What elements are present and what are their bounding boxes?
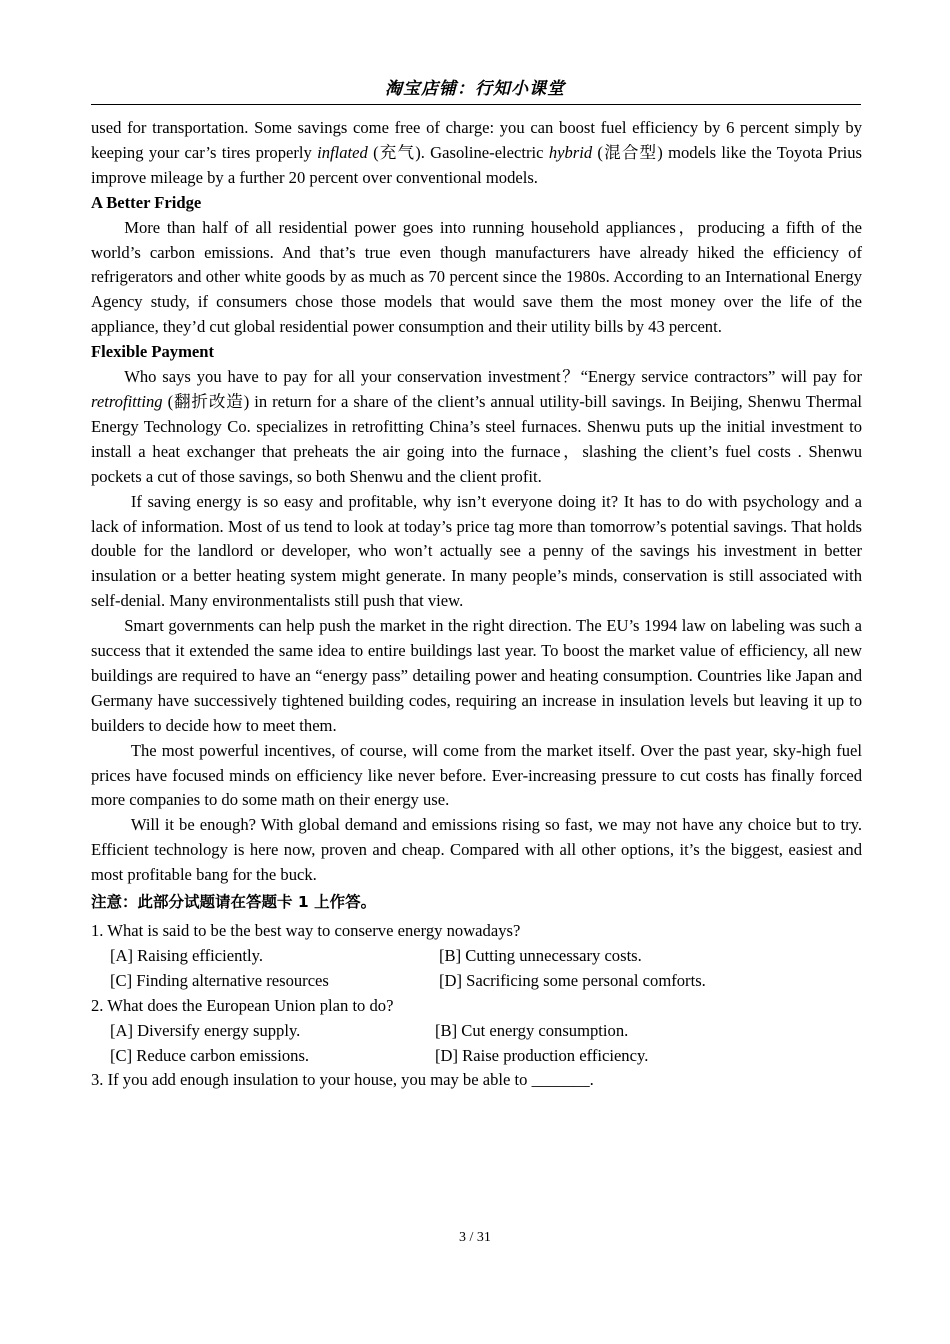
options-row <box>91 1044 862 1069</box>
paragraph-governments: Smart governments can help push the market in the right direction. The EU’s 1994 law on labeling was such a success that it extended the same idea to entire buildings last year. To boost the market value of efficiency, all new buildings are required to have an “energy pass” detailing power and heating consumption. Countries like Japan and Germany have successively tightened building codes, requiring an increase in insulation levels but leaving it up to builders to decide how to meet them. <box>91 616 862 735</box>
question-2 <box>91 994 862 1069</box>
page-number: 3 / 31 <box>459 1230 491 1245</box>
paragraph-transportation <box>91 116 862 191</box>
question-1 <box>91 919 862 994</box>
header-divider <box>91 104 861 105</box>
question-stem: 2. What does the European Union plan to do? <box>91 995 394 1015</box>
options-row <box>91 969 862 994</box>
answer-sheet-notice: 注意：此部分试题请在答题卡 1 上作答。 <box>91 893 377 912</box>
options-row <box>91 1019 862 1044</box>
question-stem: 1. What is said to be the best way to conserve energy nowadays? <box>91 921 521 940</box>
paragraph-contractors <box>91 365 862 490</box>
option-a: [A] Diversify energy supply. <box>110 1020 301 1040</box>
term-hybrid: hybrid <box>548 142 593 162</box>
options-row <box>91 944 862 969</box>
question-stem: 3. If you add enough insulation to your house, you may be able to _______. <box>91 1070 594 1090</box>
option-b: [B] Cut energy consumption. <box>435 1020 629 1040</box>
paragraph-conclusion: Will it be enough? With global demand and emissions rising so fast, we may not have any choice but to try. Efficient technology is here now, proven and cheap. Compared with all other options, it’s the biggest, easiest and most profitable bang for the buck. <box>91 815 862 885</box>
option-d: [D] Sacrificing some personal comforts. <box>439 970 706 990</box>
option-c: [C] Reduce carbon emissions. <box>110 1045 310 1065</box>
p1-text-c: (充气). Gasoline-electric <box>367 142 549 162</box>
p3-text-a: Who says you have to pay for all your conservation investment？“Energy service contractors” will pay for <box>124 367 862 387</box>
page-header-title: 淘宝店铺：行知小课堂 <box>385 79 565 99</box>
question-3 <box>91 1068 862 1093</box>
term-retrofitting: retrofitting <box>91 391 163 411</box>
paragraph-appliances: More than half of all residential power goes into running household appliances，producing a fifth of the world’s carbon emissions. And that’s true even though manufacturers have already hiked the efficiency of refrigerators and other white goods by as much as 70 percent since the 1980s. According to an International Energy Agency study, if consumers chose those models that would save them the most money over the life of the appliance, they’d cut global residential power consumption and their utility bills by 43 percent. <box>91 217 862 337</box>
option-a: [A] Raising efficiently. <box>110 945 263 965</box>
paragraph-psychology: If saving energy is so easy and profitable, why isn’t everyone doing it? It has to do with psychology and a lack of information. Most of us tend to look at today’s price tag more than tomorrow’s potential savings. That holds double for the landlord or developer, who won’t actually see a penny of the savings his investment in better insulation or a better heating system might generate. In many people’s minds, conservation is still associated with self-denial. Many environmentalists still push that view. <box>91 491 862 611</box>
p1-text-a: used for transportation. Some savings come free of charge: you can boost fuel efficiency by 6 percent simply by keeping your car’s tires properly <box>91 118 862 162</box>
p3-text-c: (翻折改造) in return for a share of the client’s annual utility-bill savings. In Beijing, Shenwu Thermal Energy Technology Co. specializes in retrofitting China’s steel furnaces. Shenwu puts up the initial investment to install a heat exchanger that preheats the air going into the furnace，slashing the client’s fuel costs . Shenwu pockets a cut of those savings, so both Shenwu and the client profit. <box>91 391 862 486</box>
option-b: [B] Cutting unnecessary costs. <box>439 945 642 965</box>
option-c: [C] Finding alternative resources <box>110 970 329 990</box>
section-heading-flexible-payment: Flexible Payment <box>91 342 215 362</box>
term-inflated: inflated <box>317 142 368 162</box>
section-heading-better-fridge: A Better Fridge <box>91 192 202 212</box>
document-body <box>91 116 862 1093</box>
p1-text-e: (混合型) models like the Toyota Prius improve mileage by a further 20 percent over conventional models. <box>91 142 862 187</box>
paragraph-incentives: The most powerful incentives, of course, will come from the market itself. Over the past year, sky-high fuel prices have focused minds on efficiency like never before. Ever-increasing pressure to cut costs has finally forced more companies to do some math on their energy use. <box>91 740 862 810</box>
option-d: [D] Raise production efficiency. <box>435 1045 649 1065</box>
